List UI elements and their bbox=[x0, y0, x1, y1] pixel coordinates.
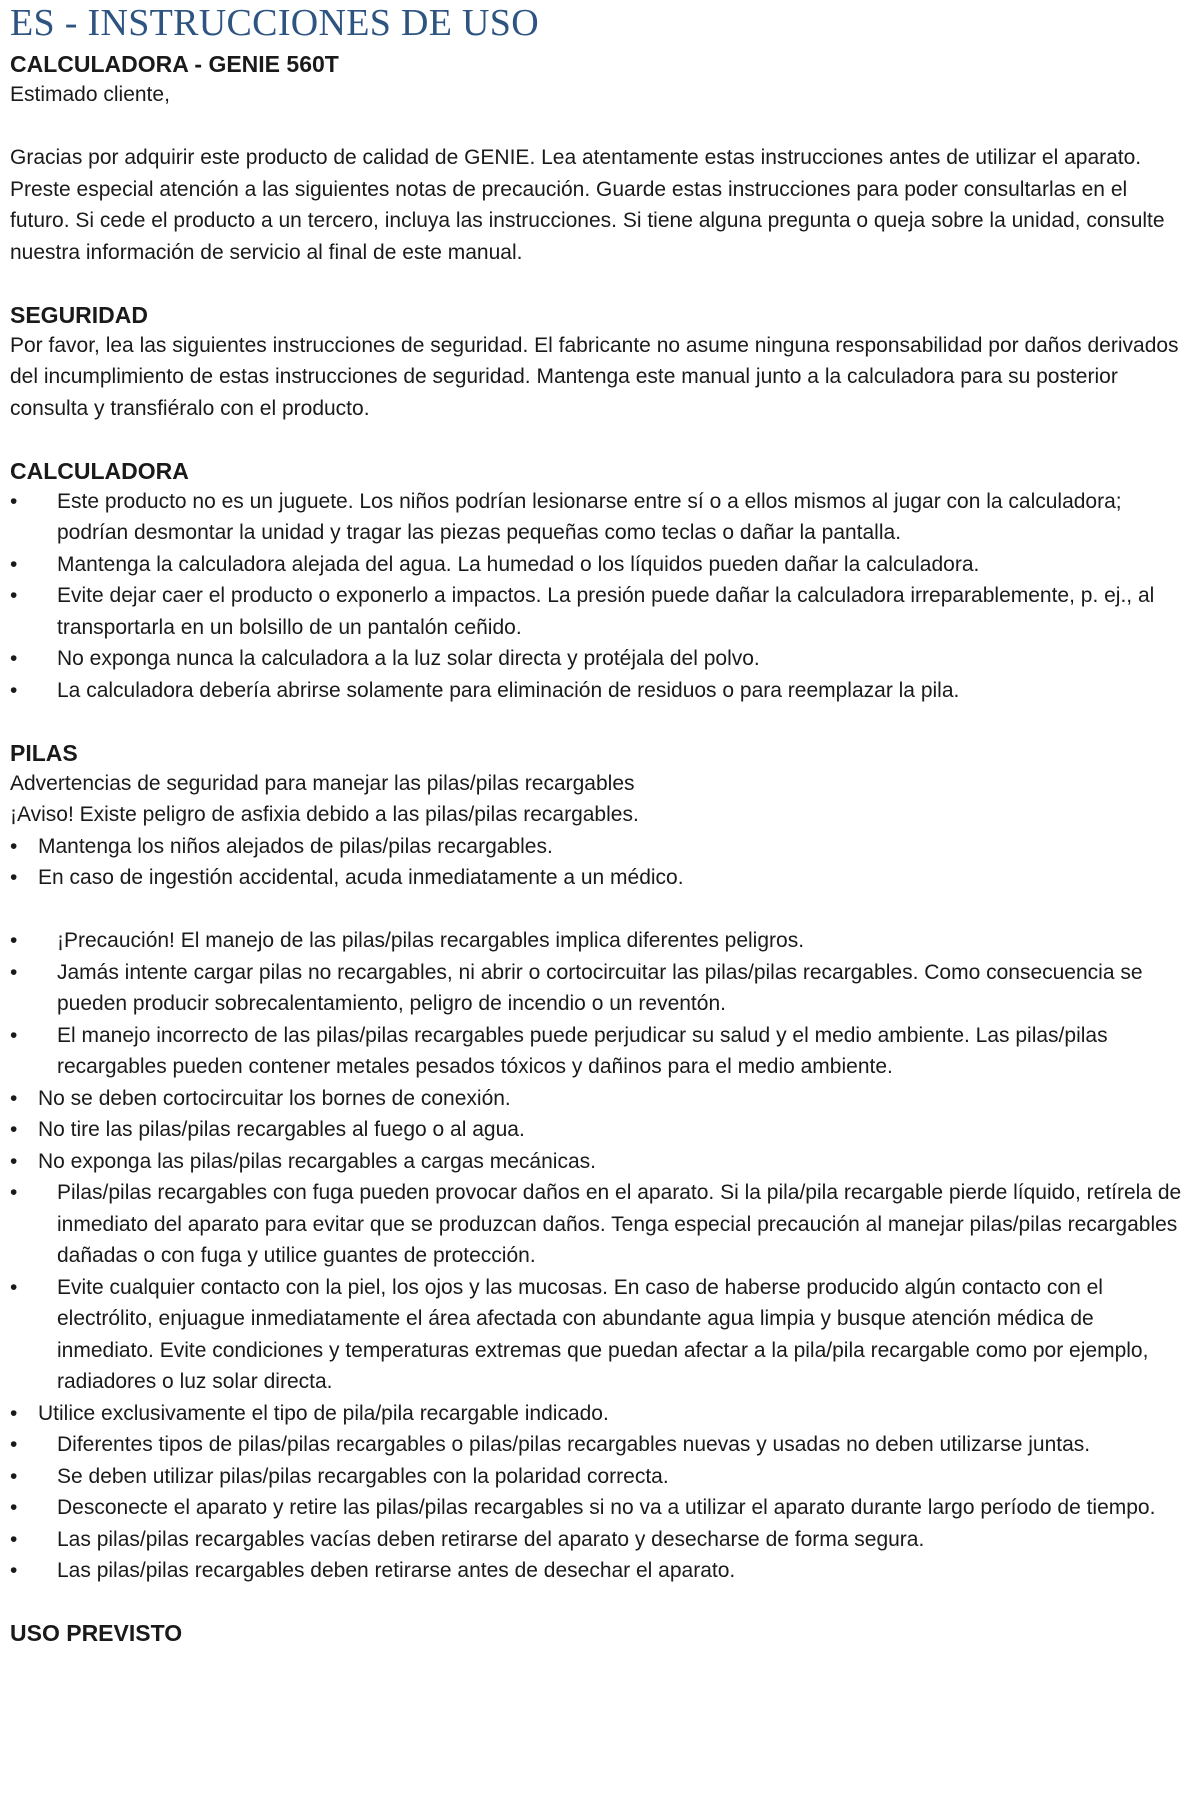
product-heading: CALCULADORA - GENIE 560T bbox=[10, 51, 339, 77]
bullet-icon: • bbox=[10, 1433, 18, 1456]
list-item-text: La calculadora debería abrirse solamente para eliminación de residuos o para reemplazar la pila. bbox=[57, 678, 960, 702]
list-item-text: No exponga las pilas/pilas recargables a cargas mecánicas. bbox=[38, 1149, 596, 1173]
list-item-text: Mantenga la calculadora alejada del agua. La humedad o los líquidos pueden dañar la calculadora. bbox=[57, 552, 980, 576]
list-item bbox=[10, 1524, 1186, 1556]
bullet-icon: • bbox=[10, 647, 18, 670]
bullet-icon: • bbox=[10, 678, 18, 702]
list-item bbox=[10, 1555, 1186, 1587]
list-item bbox=[10, 1398, 1186, 1430]
list-item-text: Este producto no es un juguete. Los niños podrían lesionarse entre sí o a ellos mismos al jugar con la calculadora; podrían desmontar la unidad y tragar las piezas pequeñas como teclas o dañar la pantalla. bbox=[57, 489, 1122, 544]
pilas-list-5 bbox=[10, 1398, 1186, 1430]
spacer bbox=[10, 268, 1186, 300]
list-item-text: Desconecte el aparato y retire las pilas/pilas recargables si no va a utilizar el aparato durante largo período de tiempo. bbox=[57, 1496, 1156, 1519]
list-item bbox=[10, 580, 1186, 643]
pilas-list-3 bbox=[10, 1083, 1186, 1178]
list-item bbox=[10, 1114, 1186, 1146]
list-item-text: Evite dejar caer el producto o exponerlo a impactos. La presión puede dañar la calculadora irreparablemente, p. ej., al transportarla en un bolsillo de un pantalón ceñido. bbox=[57, 584, 1155, 639]
greeting: Estimado cliente, bbox=[10, 83, 170, 106]
list-item bbox=[10, 549, 1186, 581]
spacer bbox=[10, 424, 1186, 456]
bullet-icon: • bbox=[10, 1023, 18, 1047]
list-item-text: En caso de ingestión accidental, acuda inmediatamente a un médico. bbox=[38, 866, 684, 889]
section-heading-uso-previsto: USO PREVISTO bbox=[10, 1620, 183, 1646]
pilas-line-1: Advertencias de seguridad para manejar las pilas/pilas recargables bbox=[10, 771, 635, 795]
list-item-text: Las pilas/pilas recargables vacías deben retirarse del aparato y desecharse de forma segura. bbox=[57, 1527, 925, 1551]
list-item-text: Mantenga los niños alejados de pilas/pilas recargables. bbox=[38, 834, 553, 858]
document-page bbox=[10, 0, 1186, 1648]
list-item bbox=[10, 1020, 1186, 1083]
bullet-icon: • bbox=[10, 834, 18, 858]
list-item bbox=[10, 643, 1186, 675]
list-item bbox=[10, 486, 1186, 549]
list-item bbox=[10, 1429, 1186, 1461]
list-item-text: ¡Precaución! El manejo de las pilas/pilas recargables implica diferentes peligros. bbox=[57, 929, 805, 952]
list-item bbox=[10, 1146, 1186, 1178]
bullet-icon: • bbox=[10, 929, 18, 952]
list-item-text: No exponga nunca la calculadora a la luz solar directa y protéjala del polvo. bbox=[57, 647, 760, 670]
spacer bbox=[10, 111, 1186, 143]
bullet-icon: • bbox=[10, 489, 18, 513]
pilas-list-4 bbox=[10, 1177, 1186, 1398]
bullet-icon: • bbox=[10, 1118, 18, 1141]
pilas-list-2 bbox=[10, 925, 1186, 1083]
spacer bbox=[10, 706, 1186, 738]
bullet-icon: • bbox=[10, 1181, 18, 1204]
intro-paragraph-2: Preste especial atención a las siguientes notas de precaución. Guarde estas instrucciones para poder consultarlas en el futuro. Si cede el producto a un tercero, incluya las instrucciones. Si tiene alguna pregunta o queja sobre la unidad, consulte nuestra información de servicio al final de este manual. bbox=[10, 177, 1165, 264]
bullet-icon: • bbox=[10, 1086, 18, 1110]
intro-paragraph-1: Gracias por adquirir este producto de calidad de GENIE. Lea atentamente estas instrucciones antes de utilizar el aparato. bbox=[10, 146, 1142, 169]
list-item bbox=[10, 862, 1186, 894]
list-item-text: Utilice exclusivamente el tipo de pila/pila recargable indicado. bbox=[38, 1401, 609, 1425]
list-item bbox=[10, 957, 1186, 1020]
list-item bbox=[10, 1492, 1186, 1524]
bullet-icon: • bbox=[10, 960, 18, 984]
section-heading-pilas: PILAS bbox=[10, 739, 78, 766]
list-item-text: No se deben cortocircuitar los bornes de conexión. bbox=[38, 1086, 511, 1110]
list-item-text: Evite cualquier contacto con la piel, los ojos y las mucosas. En caso de haberse producido algún contacto con el electrólito, enjuague inmediatamente el área afectada con abundante agua limpia y busque atención médica de inmediato. Evite condiciones y temperaturas extremas que puedan afectar a la pila/pila recargable como por ejemplo, radiadores o luz solar directa. bbox=[57, 1275, 1149, 1393]
bullet-icon: • bbox=[10, 1527, 18, 1551]
section-heading-seguridad: SEGURIDAD bbox=[10, 301, 149, 328]
list-item bbox=[10, 1083, 1186, 1115]
pilas-list-6 bbox=[10, 1429, 1186, 1587]
list-item bbox=[10, 1461, 1186, 1493]
bullet-icon: • bbox=[10, 1464, 18, 1488]
list-item-text: El manejo incorrecto de las pilas/pilas recargables puede perjudicar su salud y el medio ambiente. Las pilas/pilas recargables pueden contener metales pesados tóxicos y dañinos para el medio ambiente. bbox=[57, 1023, 1108, 1078]
bullet-icon: • bbox=[10, 552, 18, 576]
list-item-text: Las pilas/pilas recargables deben retirarse antes de desechar el aparato. bbox=[57, 1559, 736, 1582]
page-title: ES - INSTRUCCIONES DE USO bbox=[10, 2, 539, 44]
seguridad-text: Por favor, lea las siguientes instrucciones de seguridad. El fabricante no asume ninguna responsabilidad por daños derivados del incumplimiento de estas instrucciones de seguridad. Mantenga este manual junto a la calculadora para su posterior consulta y transfiéralo con el producto. bbox=[10, 333, 1179, 420]
spacer bbox=[10, 894, 1186, 926]
list-item bbox=[10, 925, 1186, 957]
pilas-list-1 bbox=[10, 831, 1186, 894]
bullet-icon: • bbox=[10, 1496, 18, 1519]
list-item-text: Jamás intente cargar pilas no recargables, ni abrir o cortocircuitar las pilas/pilas recargables. Como consecuencia se pueden producir sobrecalentamiento, peligro de incendio o un reventón. bbox=[57, 960, 1143, 1015]
list-item bbox=[10, 1177, 1186, 1272]
list-item-text: No tire las pilas/pilas recargables al fuego o al agua. bbox=[38, 1118, 525, 1141]
bullet-icon: • bbox=[10, 866, 18, 889]
bullet-icon: • bbox=[10, 1149, 18, 1173]
list-item bbox=[10, 1272, 1186, 1398]
bullet-icon: • bbox=[10, 1275, 18, 1299]
bullet-icon: • bbox=[10, 1559, 18, 1582]
section-heading-calculadora: CALCULADORA bbox=[10, 457, 189, 484]
list-item-text: Se deben utilizar pilas/pilas recargables con la polaridad correcta. bbox=[57, 1464, 669, 1488]
pilas-line-2: ¡Aviso! Existe peligro de asfixia debido a las pilas/pilas recargables. bbox=[10, 803, 639, 826]
list-item-text: Pilas/pilas recargables con fuga pueden provocar daños en el aparato. Si la pila/pila recargable pierde líquido, retírela de inmediato del aparato para evitar que se produzcan daños. Tenga especial precaución al manejar pilas/pilas recargables dañadas o con fuga y utilice guantes de protección. bbox=[57, 1181, 1182, 1267]
list-item bbox=[10, 831, 1186, 863]
bullet-icon: • bbox=[10, 584, 18, 607]
spacer bbox=[10, 1587, 1186, 1619]
list-item bbox=[10, 675, 1186, 707]
calculadora-list bbox=[10, 486, 1186, 707]
list-item-text: Diferentes tipos de pilas/pilas recargables o pilas/pilas recargables nuevas y usadas no deben utilizarse juntas. bbox=[57, 1433, 1091, 1456]
bullet-icon: • bbox=[10, 1401, 18, 1425]
